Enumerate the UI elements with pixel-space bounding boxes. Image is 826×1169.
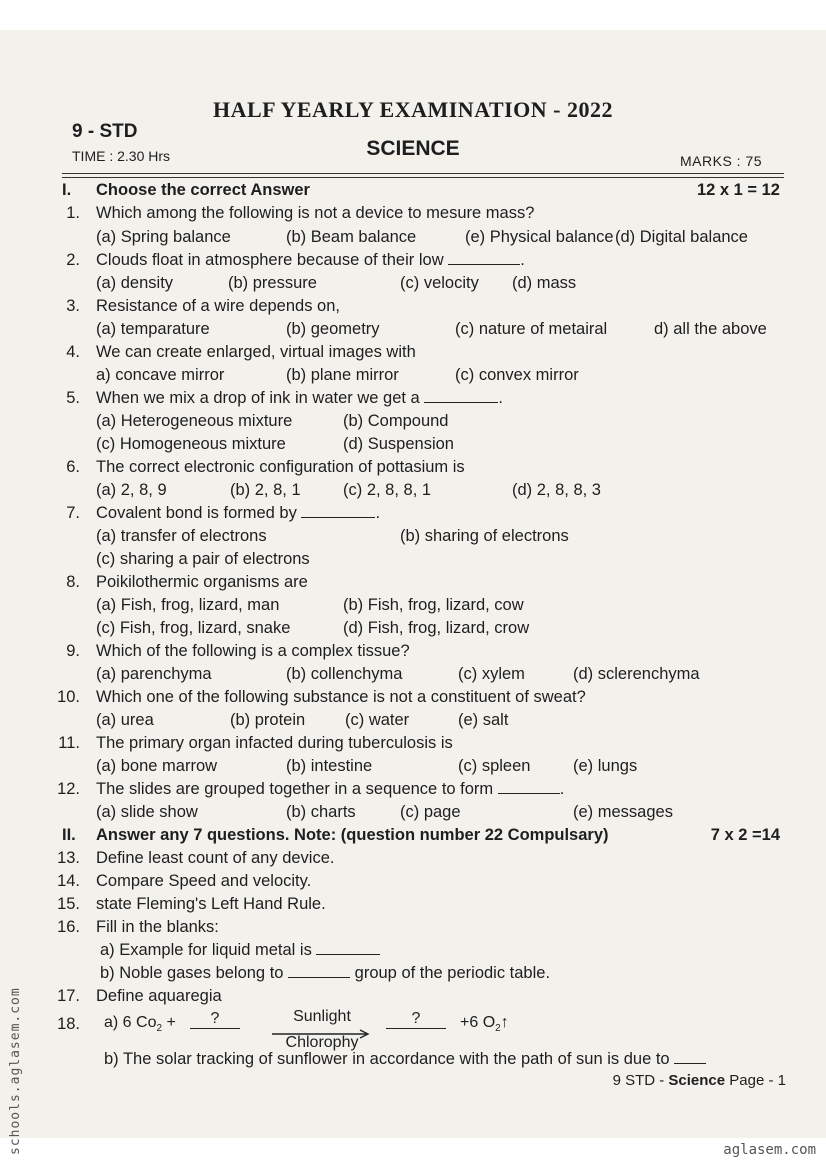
question-14: 14. Compare Speed and velocity. [57,872,312,890]
question-11: 11. The primary organ infacted during tuberculosis is [58,734,453,752]
question-12-options: (a) slide show (b) charts (c) page (e) messages [96,803,673,821]
header-rule-2 [62,177,784,178]
question-4-options: a) concave mirror (b) plane mirror (c) convex mirror [96,366,579,384]
question-15: 15. state Fleming's Left Hand Rule. [57,895,326,913]
condition-sunlight: Sunlight [293,1008,351,1025]
question-8-options-row1: (a) Fish, frog, lizard, man (b) Fish, frog, lizard, cow [96,596,524,614]
question-3-options: (a) temparature (b) geometry (c) nature of metairal d) all the above [96,320,767,338]
question-4: 4. We can create enlarged, virtual images with [66,343,416,361]
section-1-heading: I. Choose the correct Answer 12 x 1 = 12 [62,181,780,199]
header-rule [62,173,784,174]
question-18-b: b) The solar tracking of sunflower in accordance with the path of sun is due to [0,1048,826,1070]
question-16-b: b) Noble gases belong to group of the periodic table. [100,964,551,982]
question-5-options-row2: (c) Homogeneous mixture (d) Suspension [96,435,454,453]
question-2: 2. Clouds float in atmosphere because of their low . [66,251,525,269]
question-2-options: (a) density (b) pressure (c) velocity (d) mass [96,274,577,292]
section-2-heading: II. Answer any 7 questions. Note: (question number 22 Compulsary) 7 x 2 =14 [62,826,780,844]
question-7-options-row1: (a) transfer of electrons (b) sharing of electrons [96,527,569,545]
question-6-options: (a) 2, 8, 9 (b) 2, 8, 1 (c) 2, 8, 8, 1 (d) 2, 8, 8, 3 [96,481,601,499]
side-watermark: schools.aglasem.com [8,987,23,1155]
question-9: 9. Which of the following is a complex tissue? [66,642,410,660]
time-label: TIME : 2.30 Hrs [72,148,171,164]
blank-reactant: ? [190,1010,240,1029]
reactant: a) 6 $Co_2$ + [104,1014,176,1035]
question-10: 10. Which one of the following substance is not a constituent of sweat? [57,688,586,706]
question-5: 5. When we mix a drop of ink in water we get a . [66,389,503,407]
subject-label: SCIENCE [366,137,460,160]
standard-label: 9 - STD [72,121,138,142]
product: +6 $O_2↑$ [460,1014,509,1035]
question-9-options: (a) parenchyma (b) collenchyma (c) xylem (d) sclerenchyma [96,665,700,683]
question-12: 12. The slides are grouped together in a sequence to form . [57,780,565,798]
question-7-options-row2: (c) sharing a pair of electrons [96,550,310,568]
question-11-options: (a) bone marrow (b) intestine (c) spleen (e) lungs [96,757,638,775]
page-footer: 9 STD - Science Page - 1 [612,1072,786,1089]
question-18-number: 18. [57,1015,80,1033]
condition-chlorophyll: Chlorophy [285,1034,359,1051]
question-8-options-row2: (c) Fish, frog, lizard, snake (d) Fish, frog, lizard, crow [96,619,530,637]
question-8: 8. Poikilothermic organisms are [66,573,308,591]
question-16: 16. Fill in the blanks: [57,918,219,936]
blank-product: ? [386,1010,446,1029]
question-13: 13. Define least count of any device. [57,849,335,867]
exam-title: HALF YEARLY EXAMINATION - 2022 [212,97,614,122]
question-5-options-row1: (a) Heterogeneous mixture (b) Compound [96,412,449,430]
question-1: 1. Which among the following is not a device to mesure mass? [66,204,535,222]
question-16-a: a) Example for liquid metal is [0,939,826,961]
question-3: 3. Resistance of a wire depends on, [66,297,340,315]
question-1-options: (a) Spring balance (b) Beam balance (e) Physical balance (d) Digital balance [96,228,748,246]
question-7: 7. Covalent bond is formed by . [66,504,381,522]
question-6: 6. The correct electronic configuration of pottasium is [66,458,465,476]
question-10-options: (a) urea (b) protein (c) water (e) salt [96,711,509,729]
marks-label: MARKS : 75 [680,153,763,169]
question-17: 17. Define aquaregia [57,987,222,1005]
corner-watermark: aglasem.com [723,1142,816,1158]
